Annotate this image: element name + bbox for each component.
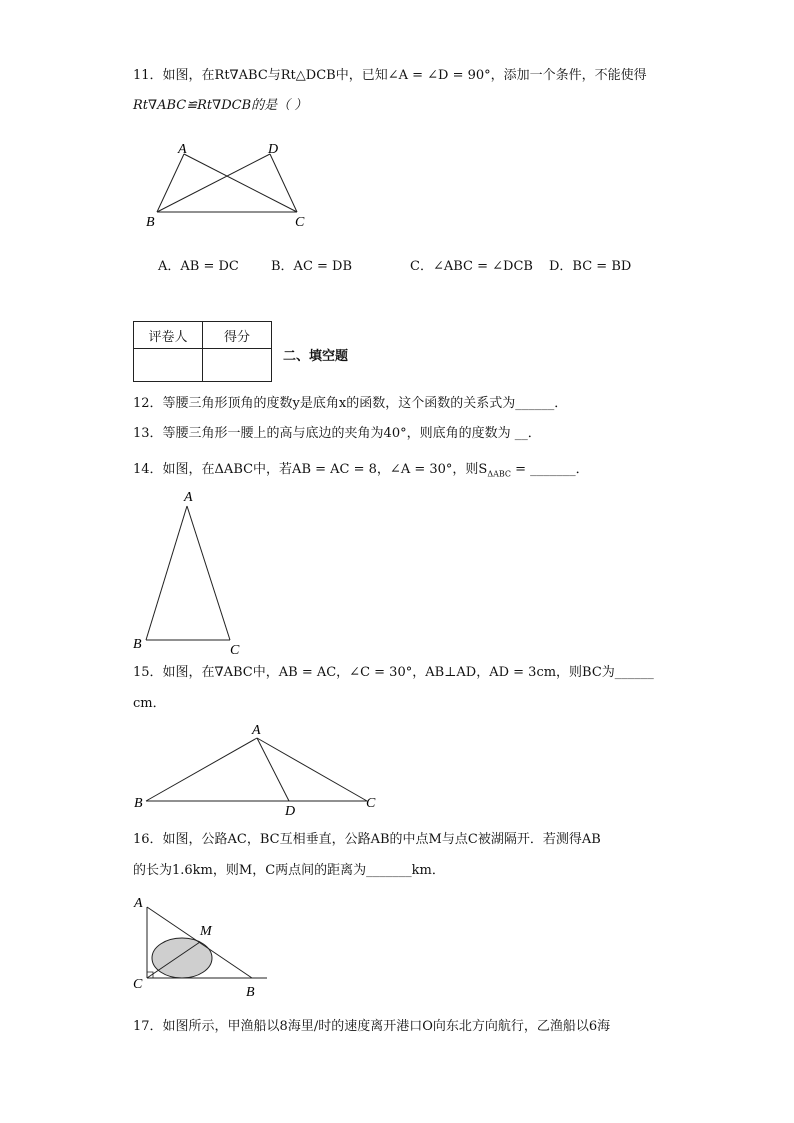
label-d: D	[268, 142, 279, 157]
q15-diagram	[130, 718, 390, 818]
q11-option-b[interactable]: B．AC = DB	[271, 259, 353, 274]
q17-text: 17．如图所示，甲渔船以8海里/时的速度离开港口O向东北方向航行，乙渔船以6海	[133, 1019, 611, 1034]
q14-main: 14．如图，在ΔABC中，若AB = AC = 8，∠A = 30°，则S	[133, 462, 488, 477]
q14-sub: ΔABC	[487, 469, 512, 479]
q11-diagram	[140, 140, 320, 235]
segment-ab	[157, 154, 184, 212]
q14-diagram	[130, 488, 250, 658]
label-a: A	[178, 142, 187, 157]
segment-ac	[184, 154, 297, 212]
segment-db	[157, 154, 270, 212]
q14-tail: = _______．	[511, 462, 589, 477]
q13-text: 13．等腰三角形一腰上的高与底边的夹角为40°，则底角的度数为 __．	[133, 426, 541, 441]
segment-ab	[146, 506, 187, 640]
q16-figure	[130, 892, 280, 1002]
q11-option-d[interactable]: D．BC = BD	[549, 259, 632, 274]
label-a: A	[134, 896, 143, 911]
q11-figure	[140, 140, 320, 235]
label-b: B	[146, 215, 155, 230]
score-table	[133, 321, 272, 382]
label-a: A	[184, 490, 193, 505]
label-a: A	[252, 723, 261, 738]
q14-text	[133, 461, 589, 484]
q16-text-line1: 16．如图，公路AC，BC互相垂直，公路AB的中点M与点C被湖隔开．若测得AB	[133, 832, 601, 847]
label-b: B	[133, 637, 142, 652]
lake-ellipse	[152, 938, 212, 978]
q11-text-line2: Rt∇ABC≌Rt∇DCB的是（ ）	[133, 98, 308, 113]
label-d: D	[285, 804, 296, 819]
reviewer-header: 评卷人	[134, 322, 203, 349]
score-header: 得分	[203, 322, 272, 349]
reviewer-cell[interactable]	[134, 349, 203, 382]
q15-text-line2: cm．	[133, 696, 166, 711]
segment-ac	[187, 506, 230, 640]
q11-option-a[interactable]: A．AB = DC	[158, 259, 239, 274]
label-b: B	[246, 985, 255, 1000]
label-c: C	[295, 215, 305, 230]
q11-text-line1: 11．如图，在Rt∇ABC与Rt△DCB中，已知∠A = ∠D = 90°，添加一个条件，不能使得	[133, 68, 647, 83]
q14-figure	[130, 488, 250, 658]
label-c: C	[230, 643, 240, 658]
q16-diagram	[130, 892, 280, 1002]
segment-dc	[270, 154, 297, 212]
segment-ab	[146, 738, 257, 801]
section-title: 二、填空题	[283, 349, 349, 364]
q11-option-c[interactable]: C．∠ABC = ∠DCB	[410, 259, 533, 274]
q12-text: 12．等腰三角形顶角的度数y是底角x的函数，这个函数的关系式为______．	[133, 396, 568, 411]
q15-text-line1: 15．如图，在∇ABC中，AB = AC，∠C = 30°，AB⊥AD，AD = 3cm，则BC为______	[133, 665, 654, 680]
score-cell[interactable]	[203, 349, 272, 382]
label-c: C	[133, 977, 143, 992]
label-c: C	[366, 796, 376, 811]
q15-figure	[130, 718, 390, 818]
q16-text-line2: 的长为1.6km，则M，C两点间的距离为_______km．	[133, 863, 445, 878]
label-m: M	[200, 924, 212, 939]
label-b: B	[134, 796, 143, 811]
